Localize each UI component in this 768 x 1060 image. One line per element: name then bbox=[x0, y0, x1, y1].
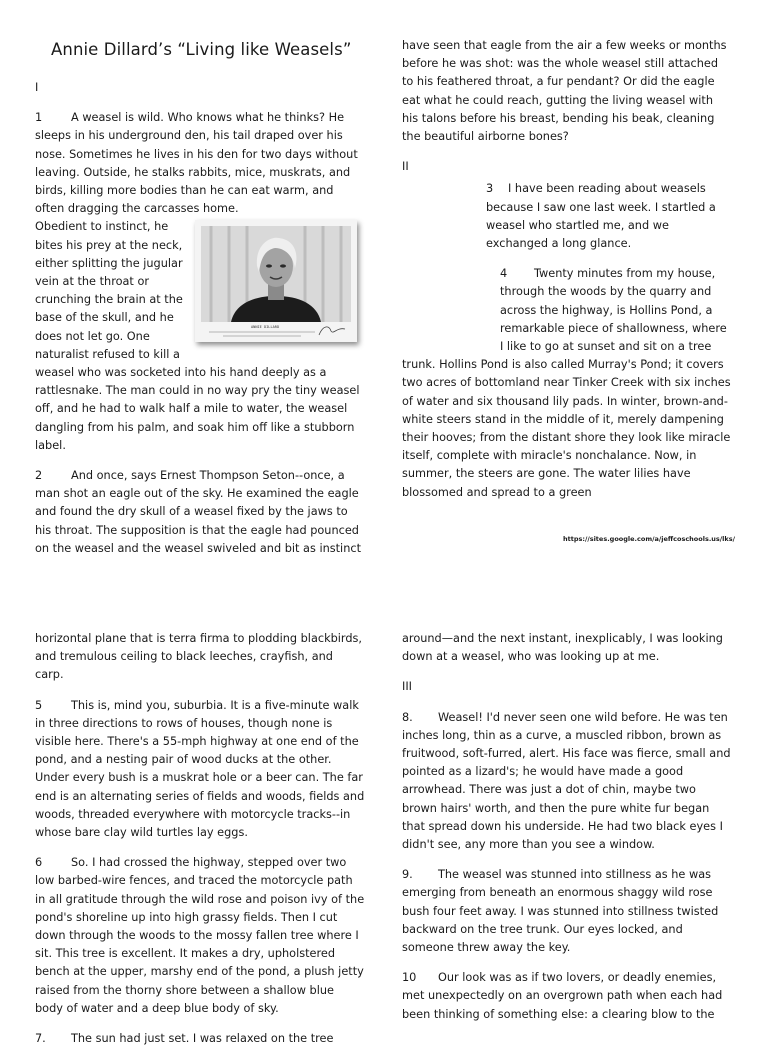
photo-caption bbox=[205, 323, 347, 339]
paragraph-7: 7. The sun had just set. I was relaxed on the tree bbox=[35, 1030, 365, 1048]
page-gap bbox=[0, 560, 768, 628]
paragraph-number: 3 bbox=[486, 182, 494, 196]
paragraph-number: 7. bbox=[35, 1032, 46, 1046]
svg-text:ANNIE DILLARD: ANNIE DILLARD bbox=[251, 325, 280, 330]
document-page-2 bbox=[0, 628, 768, 1046]
page-title: Annie Dillard’s “Living like Weasels” bbox=[51, 40, 352, 59]
paragraph-8: 8. Weasel! I'd never seen one wild before. He was ten inches long, thin as a curve, a muscled ribbon, brown as fruitwood, soft-furred, alert. His face was fierce, small and pointed as a lizard's; he would have made a good arrowhead. There was just a dot of chin, maybe two brown hairs' worth, and then the pure white fur began that spread down his underside. He had two black eyes I didn't see, any more than you see a window. bbox=[402, 710, 731, 852]
paragraph-number: 6 bbox=[35, 856, 43, 870]
right-column-page-1 bbox=[402, 37, 732, 514]
section-heading-2: II bbox=[402, 160, 409, 174]
paragraph-number: 4 bbox=[500, 267, 508, 281]
paragraph-number: 5 bbox=[35, 698, 43, 712]
paragraph-5: 5 This is, mind you, suburbia. It is a five-minute walk in three directions to rows of houses, though none is visible here. There's a 55-mph highway at one end of the pond, and a nesting pair of wood ducks at the other. Under every bush is a muskrat hole or a beer can. The far end is an alternating series of fields and woods, fields and woods, threaded everywhere with motorcycle tracks--in whose bare clay wild turtles lay eggs. bbox=[35, 698, 365, 840]
signature-icon bbox=[205, 323, 347, 339]
paragraph-3: 3 I have been reading about weasels because I saw one last week. I startled a weasel who startled me, and we exchanged a long glance. bbox=[486, 182, 716, 251]
left-column-page-2 bbox=[35, 630, 365, 1060]
paragraph-number: 1 bbox=[35, 111, 43, 125]
paragraph-10: 10 Our look was as if two lovers, or deadly enemies, met unexpectedly on an overgrown path when each had been thinking of something else: a clearing blow to the bbox=[402, 971, 723, 1021]
paragraph-6: 6 So. I had crossed the highway, stepped over two low barbed-wire fences, and traced the motorcycle path in all gratitude through the wild rose and poison ivy of the pond's shoreline up into high grassy fields. Then I cut down through the woods to the mossy fallen tree where I sit. This tree is excellent. It makes a dry, upholstered bench at the upper, marshy end of the pond, a plush jetty raised from the thorny shore between a shallow blue body of water and a deep blue body of sky. bbox=[35, 856, 365, 1015]
author-portrait-image bbox=[201, 226, 351, 322]
paragraph-4: 4 Twenty minutes from my house, through the woods by the quarry and across the highway, is Hollins Pond, a remarkable piece of shallowness, where I like to go at sunset and sit on a tree trunk. Hollins Pond is also called Murray's Pond; it covers two acres of bottomland near Tinker Creek with six inches of water and six thousand lily pads. In winter, brown-and-white steers stand in the middle of it, merely dampening their hooves; from the distant shore they look like miracle itself, complete with miracle's nonchalance. Now, in summer, the steers are gone. The water lilies have blossomed and spread to a green bbox=[402, 267, 731, 499]
left-column-page-1 bbox=[35, 79, 361, 588]
paragraph-9: 9. The weasel was stunned into stillness as he was emerging from beneath an enormous shaggy wild rose bush four feet away. I was stunned into stillness twisted backward on the tree trunk. Our eyes locked, and someone threw away the key. bbox=[402, 868, 719, 955]
section-heading-3: III bbox=[402, 680, 412, 694]
author-photo bbox=[195, 220, 357, 342]
paragraph-4-continued: horizontal plane that is terra firma to plodding blackbirds, and tremulous ceiling to black leeches, crayfish, and carp. bbox=[35, 632, 363, 682]
right-column-page-2 bbox=[402, 630, 732, 1036]
paragraph-7-continued: around—and the next instant, inexplicably, I was looking down at a weasel, who was looking up at me. bbox=[402, 632, 723, 664]
section-heading-1: I bbox=[35, 81, 39, 94]
paragraph-number: 9. bbox=[402, 868, 413, 882]
paragraph-number: 10 bbox=[402, 971, 417, 985]
source-url: https://sites.google.com/a/jeffcoschools.us/lks/ bbox=[563, 535, 735, 543]
paragraph-number: 8. bbox=[402, 710, 413, 724]
paragraph-2: 2 And once, says Ernest Thompson Seton--once, a man shot an eagle out of the sky. He examined the eagle and found the dry skull of a weasel fixed by the jaws to his throat. The supposition is that the eagle had pounced on the weasel and the weasel swiveled and bit as instinct bbox=[35, 469, 361, 555]
paragraph-1: 1 A weasel is wild. Who knows what he thinks? He sleeps in his underground den, his tail draped over his nose. Sometimes he lives in his den for two days without leaving. Outside, he stalks rabbits, mice, muskrats, and birds, killing more bodies than he can eat warm, and often dragging the carcasses home. ANNIE DILLARD Obedient to instinct, he bites his prey at the neck, either splitting the jugular vein at the throat or crunching the brain at the base of the skull, and he does not let go. One naturalist refused to kill a weasel who was socketed into his hand deeply as a rattlesnake. The man could in no way pry the tiny weasel off, and he had to walk half a mile to water, the weasel dangling from his palm, and soak him off like a stubborn label. bbox=[35, 111, 360, 452]
paragraph-number: 2 bbox=[35, 469, 43, 483]
paragraph-2-continued: have seen that eagle from the air a few weeks or months before he was shot: was the whole weasel still attached to his feathered throat, a fur pendant? Or did the eagle eat what he could reach, gutting the living weasel with his talons before his breast, bending his beak, cleaning the beautiful airborne bones? bbox=[402, 39, 727, 144]
